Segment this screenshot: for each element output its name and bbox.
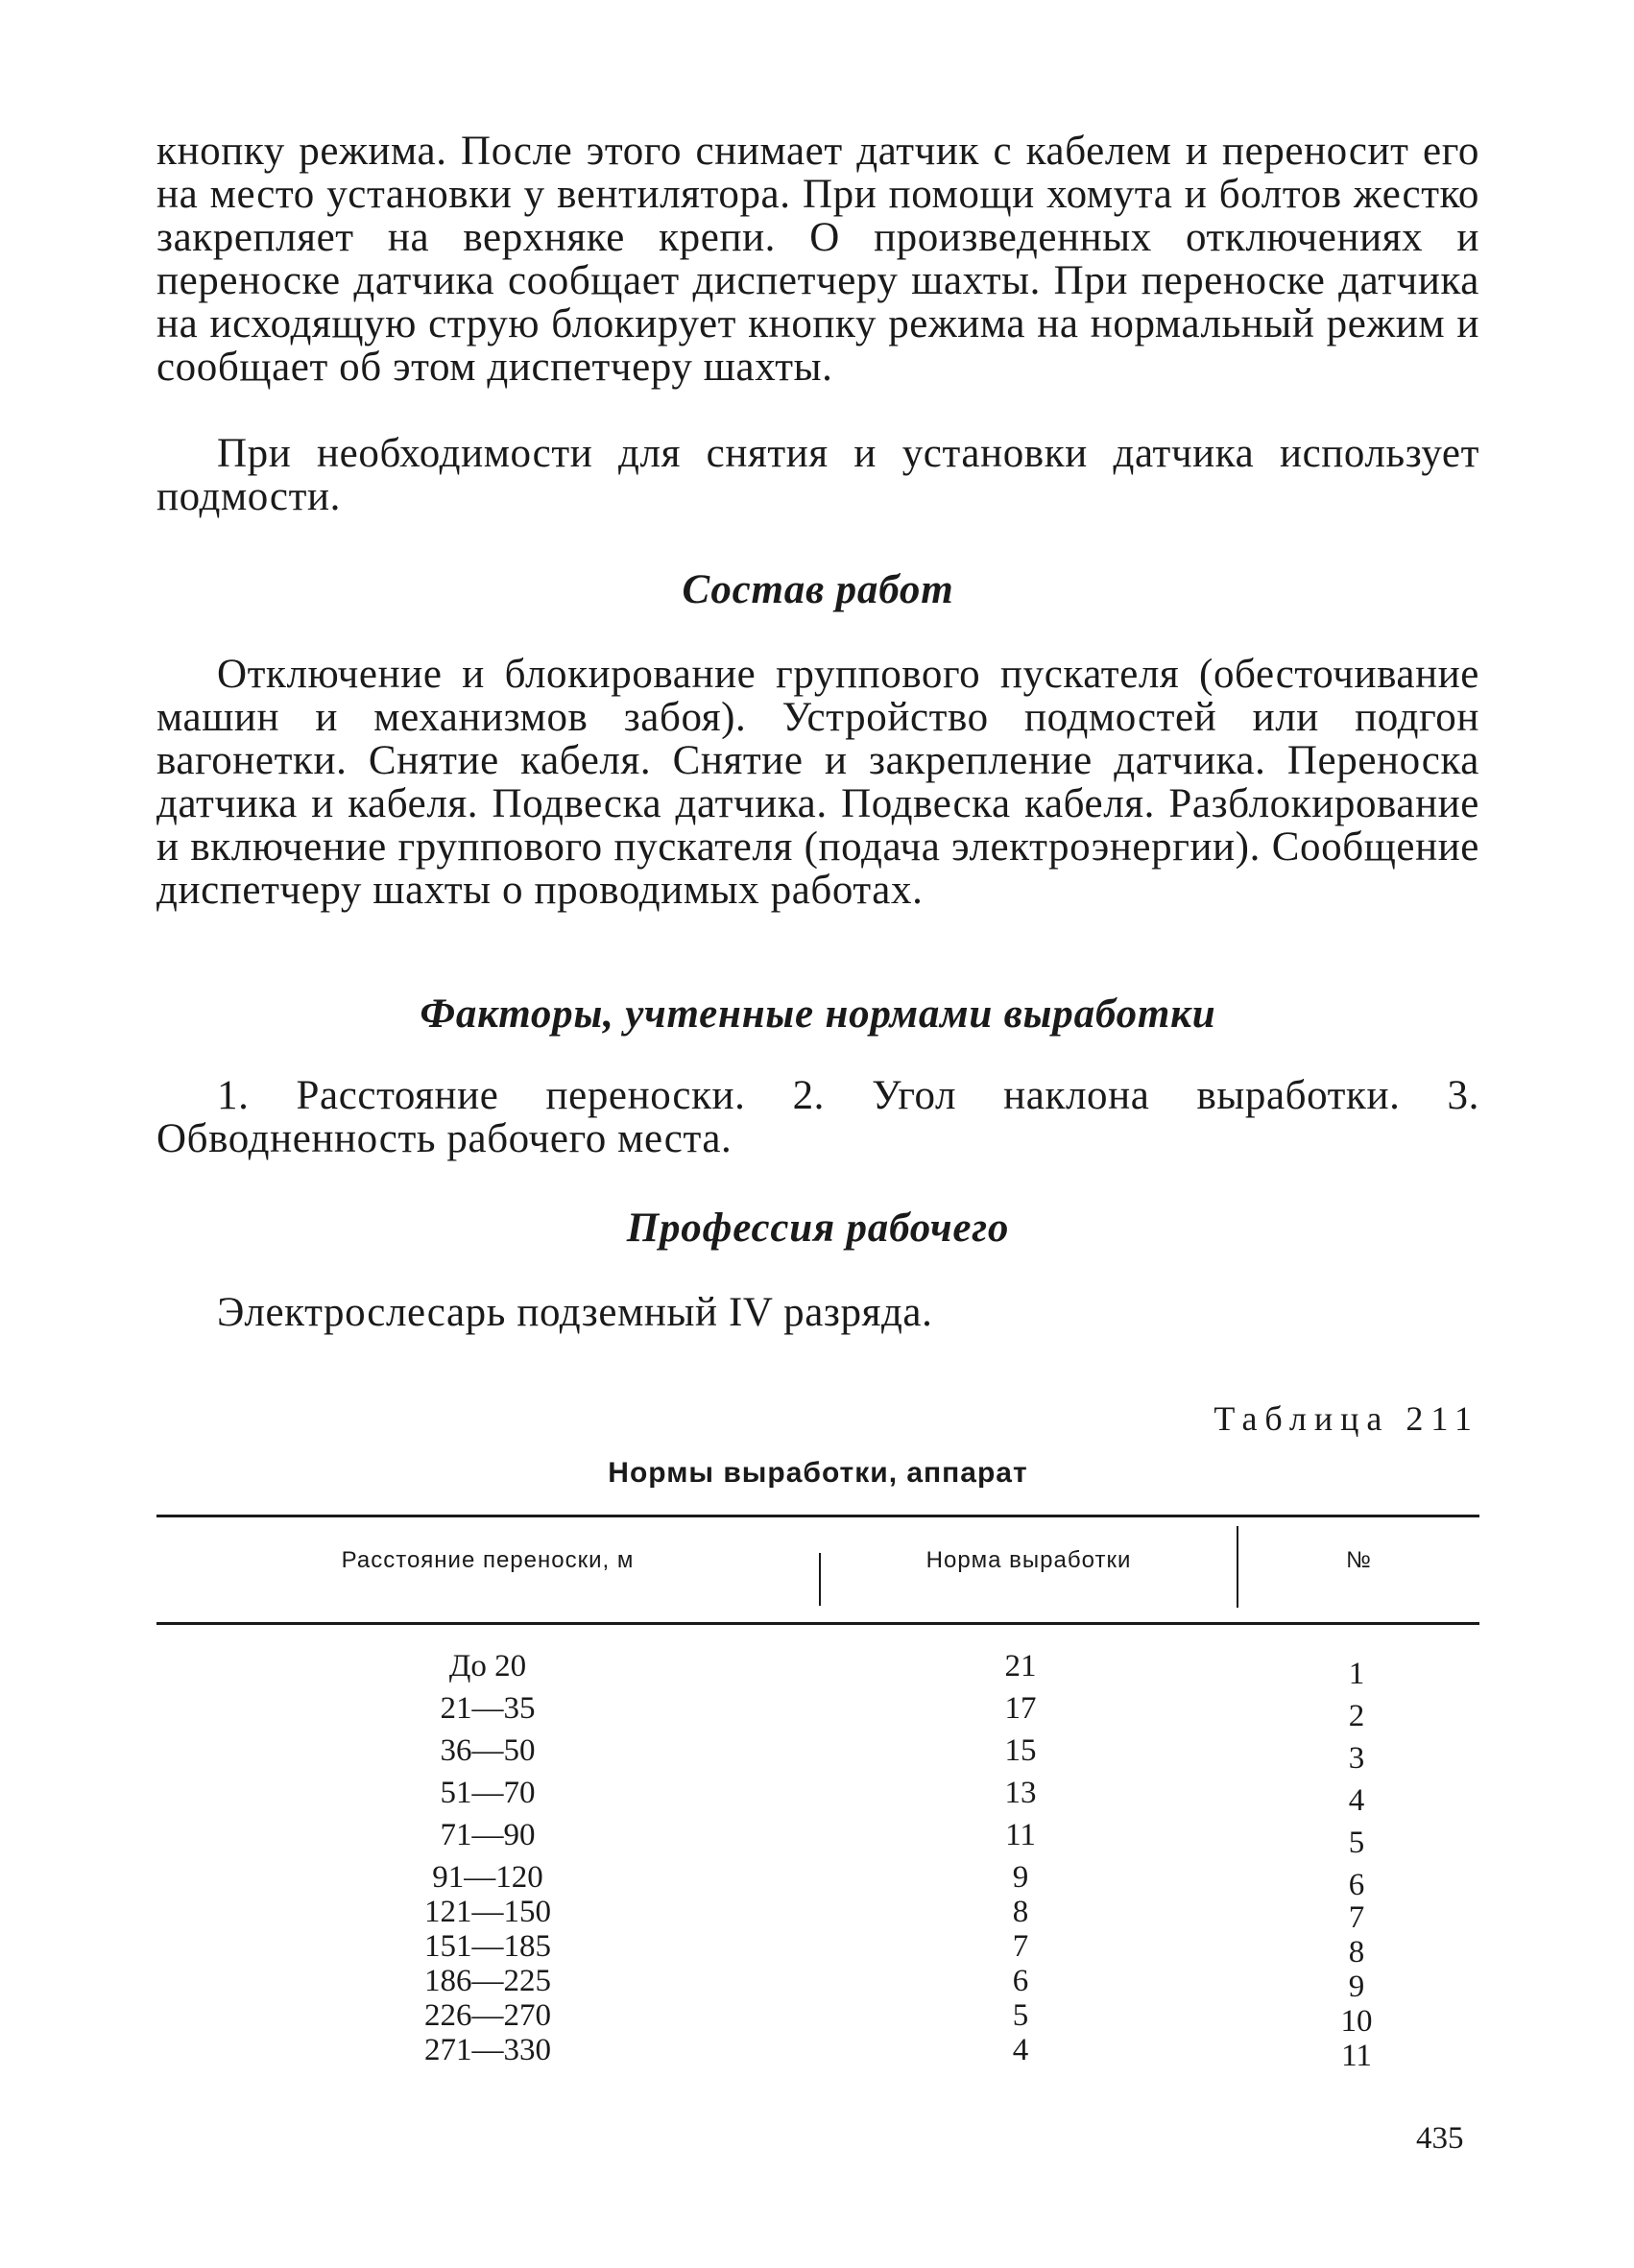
cell-number: 7 bbox=[1348, 1900, 1365, 1935]
cell-number: 9 bbox=[1348, 1970, 1365, 2004]
cell-norm: 6 bbox=[1012, 1964, 1029, 1998]
cell-distance: 91—120 bbox=[432, 1860, 543, 1895]
cell-number: 3 bbox=[1348, 1741, 1365, 1776]
cell-norm: 7 bbox=[1012, 1929, 1029, 1964]
column-header-distance: Расстояние переноски, м bbox=[341, 1547, 635, 1573]
heading-profession: Профессия рабочего bbox=[626, 1206, 1010, 1251]
paragraph-work-composition: Отключение и блокирование группового пускателя (обесточивание машин и механизмов забоя). Устройство подмостей или подгон вагонетки. Снятие кабеля. Снятие и закрепление датчика. Переноска датчика и кабеля. Подвеска датчика. Подвеска кабеля. Разблокирование и включение группового пускателя (подача электроэнергии). Сообщение диспетчеру шахты о проводимых работах. bbox=[156, 652, 1479, 913]
table-row bbox=[156, 1964, 1479, 2004]
cell-number: 5 bbox=[1348, 1826, 1365, 1860]
paragraph-profession: Электрослесарь подземный IV разряда. bbox=[217, 1290, 933, 1335]
cell-norm: 5 bbox=[1012, 1998, 1029, 2033]
cell-distance: 151—185 bbox=[424, 1929, 551, 1964]
cell-distance: 51—70 bbox=[440, 1776, 536, 1810]
table-row bbox=[156, 1929, 1479, 1970]
cell-number: 4 bbox=[1348, 1783, 1365, 1818]
column-header-number: № bbox=[1346, 1547, 1372, 1573]
cell-norm: 8 bbox=[1012, 1895, 1029, 1929]
column-header-norm: Норма выработки bbox=[925, 1547, 1132, 1573]
table-title: Нормы выработки, аппарат bbox=[608, 1457, 1028, 1489]
heading-factors: Факторы, учтенные нормами выработки bbox=[420, 991, 1216, 1037]
cell-number: 1 bbox=[1348, 1657, 1365, 1691]
table-row bbox=[156, 1649, 1479, 1691]
cell-distance: 121—150 bbox=[424, 1895, 551, 1929]
cell-distance: 226—270 bbox=[424, 1998, 551, 2033]
cell-norm: 13 bbox=[1004, 1776, 1037, 1810]
cell-distance: 36—50 bbox=[440, 1733, 536, 1768]
table-row bbox=[156, 2033, 1479, 2073]
paragraph-continuation: кнопку режима. После этого снимает датчик с кабелем и переносит его на место установки у вентилятора. При помощи хомута и болтов жестко закрепляет на верхняке крепи. О произведенных отключениях и переноске датчика сообщает диспетчеру шахты. При переноске датчика на исходящую струю блокирует кнопку режима на нормальный режим и сообщает об этом диспетчеру шахты. bbox=[156, 129, 1479, 390]
table-top-rule bbox=[156, 1515, 1479, 1517]
cell-number: 6 bbox=[1348, 1868, 1365, 1902]
heading-work-composition: Состав работ bbox=[682, 567, 954, 612]
cell-distance: 71—90 bbox=[440, 1818, 536, 1852]
cell-number: 8 bbox=[1348, 1935, 1365, 1970]
cell-distance: 21—35 bbox=[440, 1691, 536, 1726]
table-row bbox=[156, 1895, 1479, 1935]
table-row bbox=[156, 1776, 1479, 1818]
cell-number: 10 bbox=[1340, 2004, 1373, 2039]
table-row bbox=[156, 1860, 1479, 1902]
cell-norm: 4 bbox=[1012, 2033, 1029, 2067]
cell-norm: 11 bbox=[1005, 1818, 1036, 1852]
cell-distance: До 20 bbox=[448, 1649, 527, 1683]
cell-norm: 9 bbox=[1012, 1860, 1029, 1895]
cell-norm: 17 bbox=[1004, 1691, 1037, 1726]
cell-number: 11 bbox=[1341, 2039, 1372, 2073]
paragraph-factors: 1. Расстояние переноски. 2. Угол наклона выработки. 3. Обводненность рабочего места. bbox=[156, 1073, 1479, 1161]
page-number: 435 bbox=[1416, 2121, 1464, 2156]
cell-distance: 271—330 bbox=[424, 2033, 551, 2067]
cell-number: 2 bbox=[1348, 1699, 1365, 1733]
table-row bbox=[156, 1733, 1479, 1776]
cell-norm: 15 bbox=[1004, 1733, 1037, 1768]
table-row bbox=[156, 1691, 1479, 1733]
paragraph-scaffold-note: При необходимости для снятия и установки датчика использует подмости. bbox=[156, 431, 1479, 519]
table-header-rule bbox=[156, 1622, 1479, 1625]
table-label: Таблица 211 bbox=[1213, 1399, 1479, 1438]
table-row bbox=[156, 1818, 1479, 1860]
cell-norm: 21 bbox=[1004, 1649, 1037, 1683]
table-row bbox=[156, 1998, 1479, 2039]
cell-distance: 186—225 bbox=[424, 1964, 551, 1998]
